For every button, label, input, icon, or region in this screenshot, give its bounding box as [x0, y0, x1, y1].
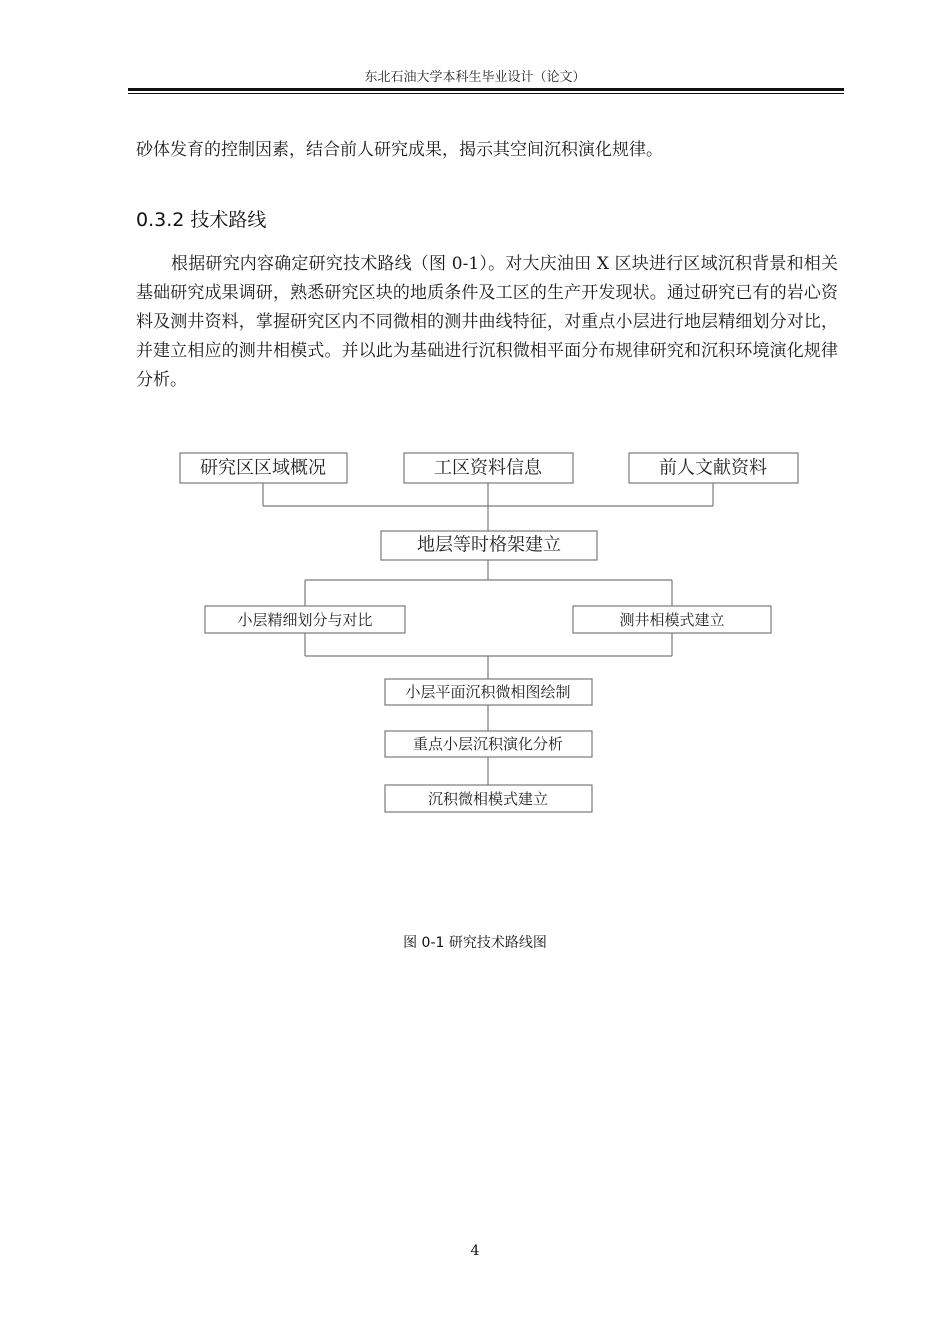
box-study-area-overview [180, 453, 347, 483]
box-label: 小层精细划分与对比 [237, 611, 373, 629]
box-log-facies-model [573, 606, 771, 633]
box-label: 研究区区域概况 [200, 457, 326, 479]
box-label: 测井相模式建立 [619, 611, 725, 629]
box-literature [629, 453, 798, 483]
box-label: 地层等时格架建立 [417, 534, 561, 556]
box-work-area-data [404, 453, 573, 483]
page-number: 4 [470, 1243, 480, 1259]
box-stratigraphic-framework [381, 531, 597, 560]
box-label: 小层平面沉积微相图绘制 [405, 683, 571, 701]
document-header: 东北石油大学本科生毕业设计（论文） [364, 70, 586, 85]
section-heading: 0.3.2 技术路线 [136, 209, 267, 231]
box-facies-model [385, 785, 592, 812]
box-label: 重点小层沉积演化分析 [412, 735, 564, 753]
box-evolution-analysis [385, 731, 592, 757]
paragraph-2: 根据研究内容确定研究技术路线（图 0-1）。对大庆油田 X 区块进行区域沉积背景和相关基础研究成果调研，熟悉研究区块的地质条件及工区的生产开发现状。通过研究已有的岩心资料及测井资料，掌握研究区内不同微相的测井曲线特征，对重点小层进行地层精细划分对比，并建立相应的测井相模式。并以此为基础进行沉积微相平面分布规律研究和沉积环境演化规律分析。 [136, 254, 838, 390]
box-microfacies-map [385, 679, 592, 705]
box-label: 工区资料信息 [434, 457, 542, 479]
box-label: 沉积微相模式建立 [427, 790, 549, 808]
box-label: 前人文献资料 [659, 457, 767, 479]
figure-caption: 图 0-1 研究技术路线图 [403, 935, 547, 951]
box-layer-division [205, 606, 405, 633]
paragraph-1: 砂体发育的控制因素，结合前人研究成果，揭示其空间沉积演化规律。 [136, 140, 663, 160]
